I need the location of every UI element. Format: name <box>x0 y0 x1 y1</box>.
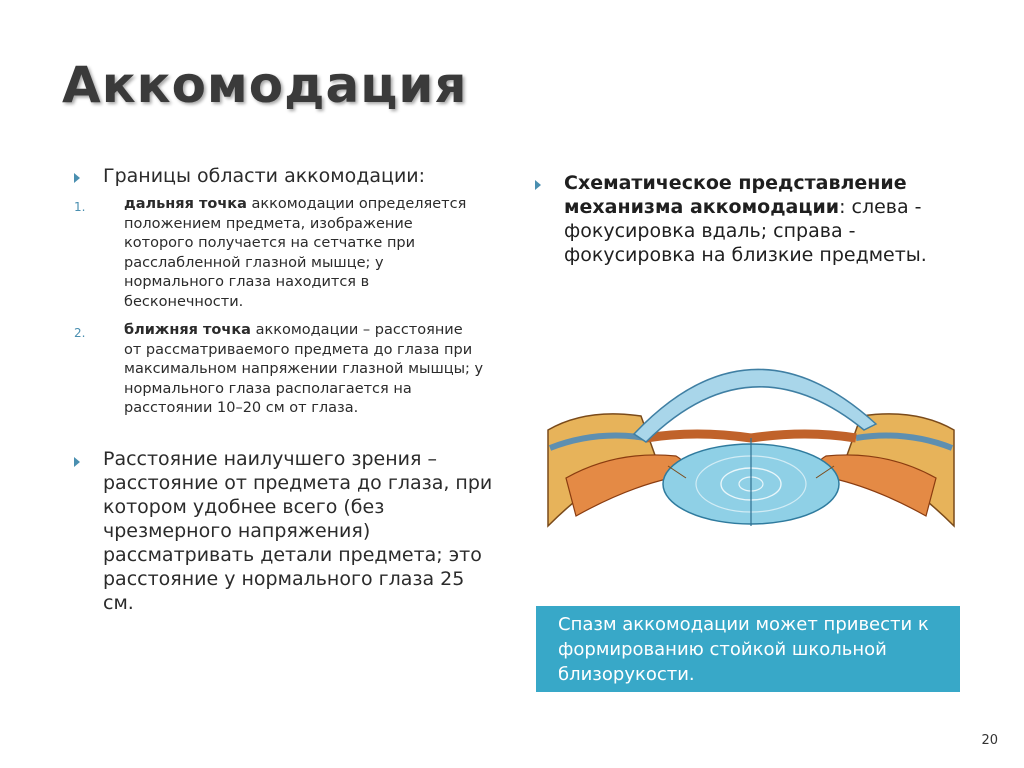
scheme-heading: Схематическое представление механизма аккомодации <box>564 172 907 218</box>
bullet-arrow-icon <box>74 173 80 183</box>
near-point-definition: аккомодации – расстояние от рассматриваемого предмета до глаза при максимальном напряжении глазной мышцы; у нормального глаза располагается на расстоянии 10–20 см от глаза. <box>124 322 484 416</box>
far-point-term: дальняя точка <box>124 196 247 212</box>
bullet-arrow-icon <box>74 457 80 467</box>
page-number: 20 <box>981 733 998 748</box>
list-number-1: 1. <box>74 200 86 214</box>
scheme-description <box>564 171 984 267</box>
list-item-near-point <box>124 321 484 419</box>
scheme-explanation: : слева - фокусировка вдаль; справа - фокусировка на близкие предметы. <box>564 196 927 266</box>
bullet-accommodation-limits: Границы области аккомодации: <box>103 165 426 187</box>
list-item-far-point <box>124 195 484 312</box>
near-point-term: ближняя точка <box>124 322 251 338</box>
bullet-best-vision-distance: Расстояние наилучшего зрения – расстояние от предмета до глаза, при котором удобнее всего (без чрезмерного напряжения) рассматривать детали предмета; это расстояние у нормального глаза 25 см. <box>103 448 493 614</box>
myopia-warning-callout: Спазм аккомодации может привести к формированию стойкой школьной близорукости. <box>536 606 960 692</box>
slide-title: Аккомодация <box>62 56 468 114</box>
eye-accommodation-diagram <box>546 338 956 528</box>
far-point-definition: аккомодации определяется положением предмета, изображение которого получается на сетчатке при расслабленной глазной мышце; у нормального глаза находится в бесконечности. <box>124 196 467 310</box>
bullet-arrow-icon <box>535 180 541 190</box>
list-number-2: 2. <box>74 326 86 340</box>
